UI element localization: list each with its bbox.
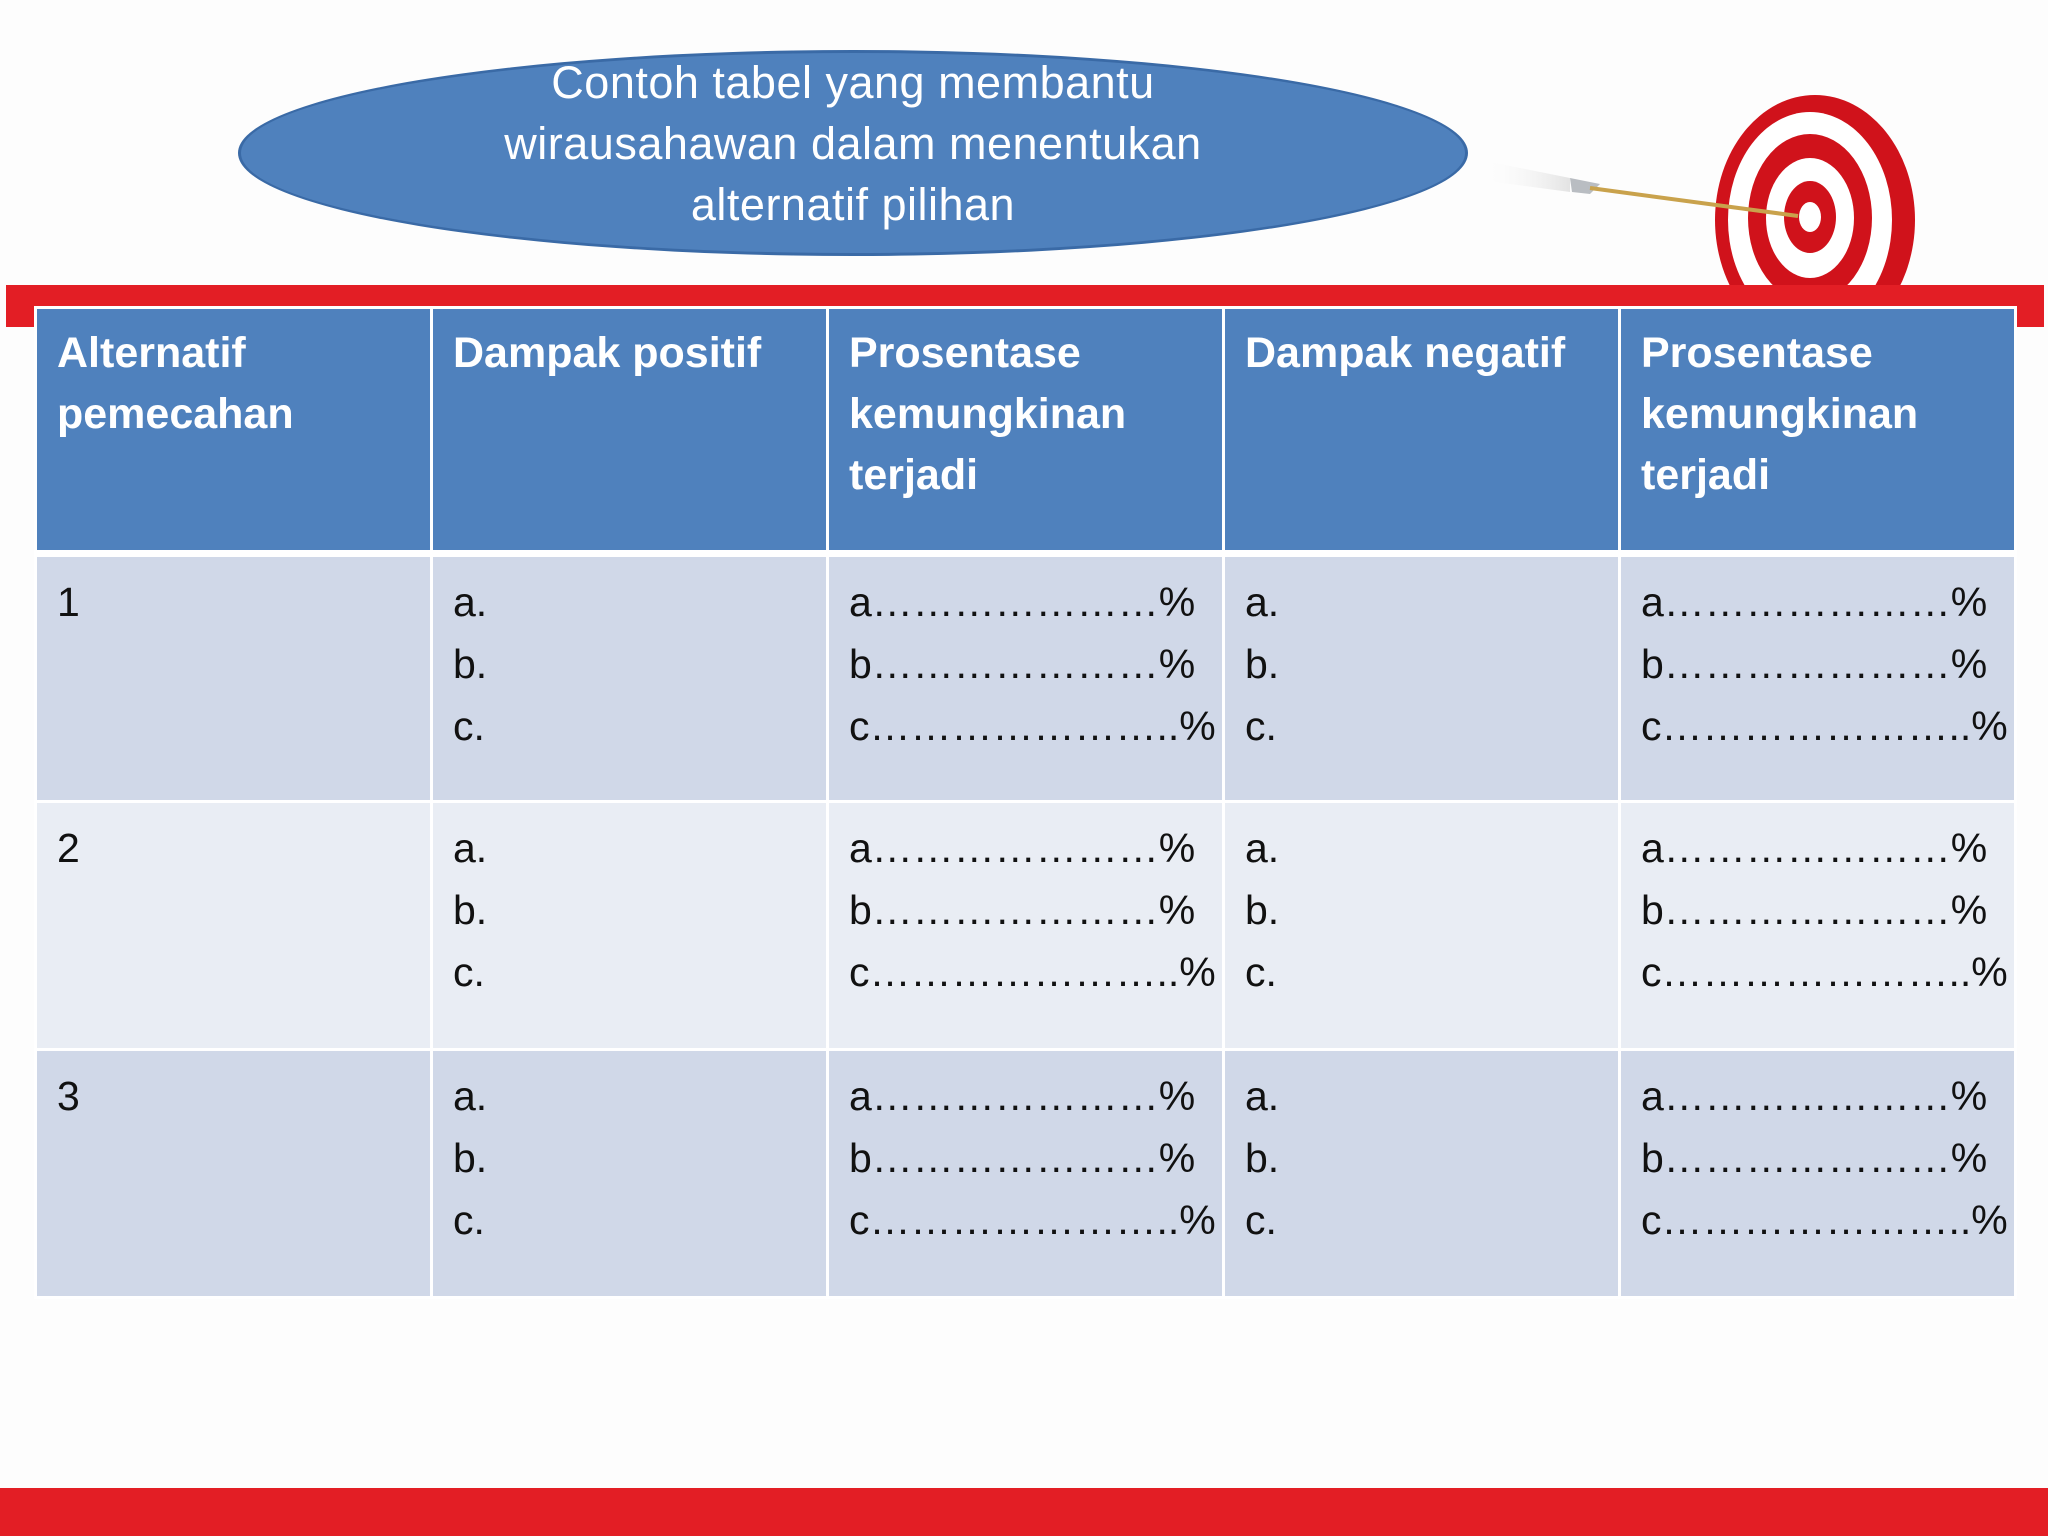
- header-prosentase-negatif: Prosentase kemungkinan terjadi: [1620, 308, 2016, 554]
- table-header-row: [36, 308, 2016, 554]
- header-dampak-negatif: Dampak negatif: [1224, 308, 1620, 554]
- title-callout: [238, 50, 1468, 256]
- cell-negative-impact: a. b. c.: [1224, 802, 1620, 1050]
- alternatives-table: [34, 306, 2017, 1299]
- header-prosentase-positif: Prosentase kemungkinan terjadi: [828, 308, 1224, 554]
- cell-positive-percentage: a…………………% b…………………% c…………………..%: [828, 554, 1224, 802]
- cell-positive-impact: a. b. c.: [432, 554, 828, 802]
- cell-negative-percentage: a…………………% b…………………% c…………………..%: [1620, 554, 2016, 802]
- cell-alternative-number: 3: [36, 1050, 432, 1298]
- table-row: [36, 1050, 2016, 1298]
- cell-negative-percentage: a…………………% b…………………% c…………………..%: [1620, 1050, 2016, 1298]
- cell-alternative-number: 1: [36, 554, 432, 802]
- title-line: alternatif pilihan: [690, 178, 1016, 230]
- cell-alternative-number: 2: [36, 802, 432, 1050]
- cell-negative-impact: a. b. c.: [1224, 1050, 1620, 1298]
- cell-negative-percentage: a…………………% b…………………% c…………………..%: [1620, 802, 2016, 1050]
- title-line: wirausahawan dalam menentukan: [504, 117, 1202, 169]
- cell-positive-impact: a. b. c.: [432, 802, 828, 1050]
- title-text: [473, 52, 1233, 235]
- cell-positive-percentage: a…………………% b…………………% c…………………..%: [828, 802, 1224, 1050]
- cell-negative-impact: a. b. c.: [1224, 554, 1620, 802]
- title-line: Contoh tabel yang membantu: [551, 56, 1155, 108]
- header-alternatif-pemecahan: Alternatif pemecahan: [36, 308, 432, 554]
- target-with-arrow-icon: [1420, 80, 2000, 310]
- cell-positive-impact: a. b. c.: [432, 1050, 828, 1298]
- table-row: [36, 554, 2016, 802]
- bottom-red-bar: [0, 1488, 2048, 1536]
- cell-positive-percentage: a…………………% b…………………% c…………………..%: [828, 1050, 1224, 1298]
- header-dampak-positif: Dampak positif: [432, 308, 828, 554]
- table-row: [36, 802, 2016, 1050]
